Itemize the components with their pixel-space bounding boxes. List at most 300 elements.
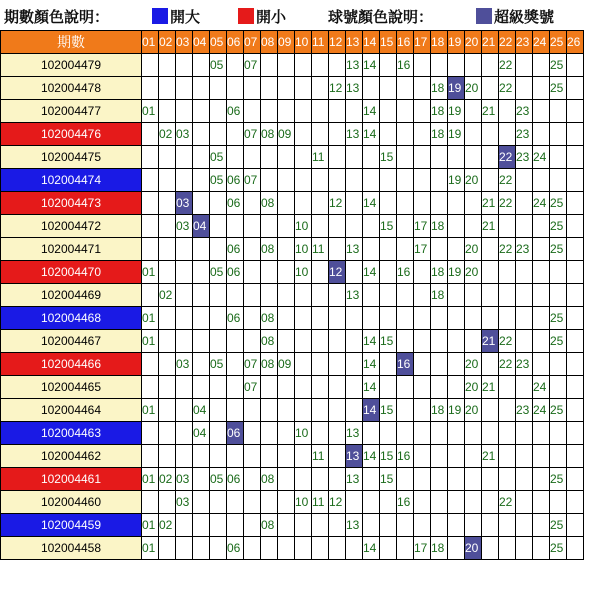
drawn-number-cell: 09 [278,353,295,376]
empty-cell [414,100,431,123]
number-column-header: 05 [210,31,227,54]
empty-cell [312,100,329,123]
drawn-number-cell: 22 [499,77,516,100]
empty-cell [516,54,533,77]
empty-cell [482,537,499,560]
empty-cell [312,537,329,560]
empty-cell [431,238,448,261]
empty-cell [329,422,346,445]
empty-cell [482,261,499,284]
empty-cell [295,330,312,353]
empty-cell [363,422,380,445]
drawn-number-cell: 18 [431,77,448,100]
empty-cell [482,54,499,77]
drawn-number-cell: 14 [363,100,380,123]
drawn-number-cell: 24 [533,399,550,422]
empty-cell [380,123,397,146]
empty-cell [329,353,346,376]
special-number-cell: 04 [193,215,210,238]
drawn-number-cell: 22 [499,353,516,376]
empty-cell [295,146,312,169]
table-row [1,123,584,146]
empty-cell [176,399,193,422]
empty-cell [431,376,448,399]
drawn-number-cell: 08 [261,353,278,376]
empty-cell [414,422,431,445]
empty-cell [227,353,244,376]
period-cell: 102004462 [1,445,142,468]
empty-cell [397,284,414,307]
empty-cell [295,54,312,77]
empty-cell [261,77,278,100]
number-column-header: 26 [567,31,584,54]
empty-cell [465,330,482,353]
period-cell: 102004479 [1,54,142,77]
empty-cell [193,261,210,284]
empty-cell [312,353,329,376]
empty-cell [176,169,193,192]
draw-history-grid [0,30,600,598]
empty-cell [533,261,550,284]
draw-history-table [0,30,584,560]
empty-cell [346,537,363,560]
empty-cell [431,514,448,537]
drawn-number-cell: 17 [414,215,431,238]
period-cell: 102004458 [1,537,142,560]
empty-cell [380,54,397,77]
empty-cell [278,491,295,514]
empty-cell [550,123,567,146]
drawn-number-cell: 11 [312,491,329,514]
empty-cell [227,284,244,307]
empty-cell [397,330,414,353]
empty-cell [312,514,329,537]
period-cell: 102004472 [1,215,142,238]
table-row [1,169,584,192]
empty-cell [210,399,227,422]
empty-cell [159,376,176,399]
empty-cell [346,261,363,284]
empty-cell [210,491,227,514]
empty-cell [329,468,346,491]
empty-cell [295,514,312,537]
empty-cell [465,422,482,445]
empty-cell [312,399,329,422]
empty-cell [414,54,431,77]
empty-cell [278,468,295,491]
empty-cell [142,146,159,169]
empty-cell [261,491,278,514]
empty-cell [465,284,482,307]
drawn-number-cell: 21 [482,100,499,123]
empty-cell [210,77,227,100]
drawn-number-cell: 20 [465,238,482,261]
empty-cell [261,100,278,123]
empty-cell [295,468,312,491]
empty-cell [210,238,227,261]
empty-cell [448,468,465,491]
drawn-number-cell: 14 [363,261,380,284]
empty-cell [465,491,482,514]
drawn-number-cell: 13 [346,54,363,77]
empty-cell [295,399,312,422]
empty-cell [516,261,533,284]
empty-cell [448,422,465,445]
empty-cell [244,77,261,100]
empty-cell [567,215,584,238]
empty-cell [533,238,550,261]
drawn-number-cell: 25 [550,77,567,100]
special-number-cell: 21 [482,330,499,353]
drawn-number-cell: 14 [363,445,380,468]
empty-cell [278,238,295,261]
drawn-number-cell: 18 [431,261,448,284]
empty-cell [465,100,482,123]
drawn-number-cell: 02 [159,123,176,146]
drawn-number-cell: 13 [346,123,363,146]
empty-cell [261,537,278,560]
drawn-number-cell: 06 [227,261,244,284]
empty-cell [193,100,210,123]
drawn-number-cell: 18 [431,123,448,146]
empty-cell [499,284,516,307]
empty-cell [142,445,159,468]
empty-cell [380,261,397,284]
drawn-number-cell: 15 [380,445,397,468]
empty-cell [312,284,329,307]
color-legend [0,0,600,30]
drawn-number-cell: 11 [312,445,329,468]
big-legend-label: 開大 [170,8,201,26]
empty-cell [312,77,329,100]
empty-cell [465,123,482,146]
small-legend-label: 開小 [256,8,287,26]
drawn-number-cell: 20 [465,376,482,399]
empty-cell [159,261,176,284]
empty-cell [380,169,397,192]
empty-cell [210,537,227,560]
empty-cell [176,537,193,560]
drawn-number-cell: 04 [193,399,210,422]
empty-cell [397,399,414,422]
empty-cell [346,491,363,514]
table-row [1,307,584,330]
period-cell: 102004476 [1,123,142,146]
empty-cell [193,353,210,376]
period-cell: 102004461 [1,468,142,491]
empty-cell [380,307,397,330]
empty-cell [533,123,550,146]
empty-cell [414,399,431,422]
empty-cell [159,491,176,514]
empty-cell [142,215,159,238]
empty-cell [465,54,482,77]
empty-cell [533,215,550,238]
empty-cell [278,192,295,215]
special-number-cell: 12 [329,261,346,284]
empty-cell [346,330,363,353]
empty-cell [448,284,465,307]
empty-cell [499,307,516,330]
drawn-number-cell: 11 [312,146,329,169]
empty-cell [414,261,431,284]
empty-cell [550,422,567,445]
drawn-number-cell: 02 [159,468,176,491]
drawn-number-cell: 03 [176,468,193,491]
empty-cell [142,169,159,192]
empty-cell [329,514,346,537]
table-row [1,468,584,491]
empty-cell [142,353,159,376]
period-cell: 102004460 [1,491,142,514]
drawn-number-cell: 25 [550,215,567,238]
empty-cell [414,192,431,215]
drawn-number-cell: 10 [295,238,312,261]
drawn-number-cell: 10 [295,261,312,284]
drawn-number-cell: 10 [295,491,312,514]
empty-cell [312,123,329,146]
drawn-number-cell: 15 [380,399,397,422]
empty-cell [193,238,210,261]
empty-cell [159,215,176,238]
drawn-number-cell: 25 [550,54,567,77]
empty-cell [550,445,567,468]
empty-cell [533,307,550,330]
empty-cell [159,422,176,445]
drawn-number-cell: 01 [142,468,159,491]
empty-cell [210,192,227,215]
drawn-number-cell: 08 [261,238,278,261]
empty-cell [499,123,516,146]
empty-cell [176,238,193,261]
drawn-number-cell: 07 [244,54,261,77]
empty-cell [278,307,295,330]
empty-cell [499,376,516,399]
empty-cell [448,146,465,169]
empty-cell [465,192,482,215]
empty-cell [312,261,329,284]
empty-cell [448,54,465,77]
empty-cell [482,491,499,514]
empty-cell [295,376,312,399]
empty-cell [431,422,448,445]
number-column-header: 01 [142,31,159,54]
special-number-cell: 16 [397,353,414,376]
table-row [1,537,584,560]
drawn-number-cell: 05 [210,169,227,192]
empty-cell [363,215,380,238]
empty-cell [380,284,397,307]
empty-cell [346,146,363,169]
drawn-number-cell: 08 [261,514,278,537]
empty-cell [363,284,380,307]
empty-cell [533,330,550,353]
empty-cell [329,238,346,261]
empty-cell [448,491,465,514]
empty-cell [210,284,227,307]
empty-cell [516,215,533,238]
empty-cell [159,353,176,376]
table-row [1,215,584,238]
empty-cell [397,146,414,169]
empty-cell [397,376,414,399]
empty-cell [431,353,448,376]
drawn-number-cell: 07 [244,376,261,399]
empty-cell [567,261,584,284]
empty-cell [329,537,346,560]
empty-cell [193,77,210,100]
drawn-number-cell: 23 [516,100,533,123]
drawn-number-cell: 08 [261,123,278,146]
table-row [1,54,584,77]
drawn-number-cell: 20 [465,261,482,284]
empty-cell [210,330,227,353]
number-column-header: 17 [414,31,431,54]
empty-cell [193,491,210,514]
drawn-number-cell: 25 [550,399,567,422]
empty-cell [448,376,465,399]
drawn-number-cell: 07 [244,169,261,192]
drawn-number-cell: 18 [431,399,448,422]
empty-cell [295,77,312,100]
empty-cell [363,514,380,537]
ball-color-legend-label: 球號顏色說明： [328,8,434,26]
period-cell: 102004478 [1,77,142,100]
empty-cell [397,169,414,192]
empty-cell [414,353,431,376]
empty-cell [533,54,550,77]
empty-cell [516,445,533,468]
period-cell: 102004466 [1,353,142,376]
empty-cell [397,537,414,560]
number-column-header: 13 [346,31,363,54]
empty-cell [312,192,329,215]
empty-cell [414,77,431,100]
drawn-number-cell: 20 [465,353,482,376]
empty-cell [142,284,159,307]
period-cell: 102004474 [1,169,142,192]
drawn-number-cell: 19 [448,399,465,422]
empty-cell [244,307,261,330]
drawn-number-cell: 15 [380,146,397,169]
drawn-number-cell: 18 [431,100,448,123]
drawn-number-cell: 17 [414,238,431,261]
period-cell: 102004463 [1,422,142,445]
special-number-cell: 20 [465,537,482,560]
empty-cell [567,284,584,307]
drawn-number-cell: 01 [142,307,159,330]
empty-cell [346,307,363,330]
table-row [1,261,584,284]
special-number-cell: 19 [448,77,465,100]
empty-cell [465,215,482,238]
empty-cell [278,169,295,192]
drawn-number-cell: 09 [278,123,295,146]
number-column-header: 12 [329,31,346,54]
empty-cell [363,491,380,514]
empty-cell [193,307,210,330]
number-column-header: 09 [278,31,295,54]
empty-cell [380,192,397,215]
empty-cell [550,376,567,399]
empty-cell [499,468,516,491]
empty-cell [414,468,431,491]
number-column-header: 20 [465,31,482,54]
special-number-cell: 22 [499,146,516,169]
drawn-number-cell: 21 [482,376,499,399]
empty-cell [227,514,244,537]
empty-cell [380,77,397,100]
empty-cell [465,307,482,330]
empty-cell [261,215,278,238]
empty-cell [397,192,414,215]
empty-cell [193,54,210,77]
drawn-number-cell: 06 [227,307,244,330]
drawn-number-cell: 20 [465,169,482,192]
empty-cell [295,192,312,215]
empty-cell [363,77,380,100]
empty-cell [210,307,227,330]
drawn-number-cell: 21 [482,215,499,238]
empty-cell [244,261,261,284]
special-number-cell: 14 [363,399,380,422]
table-row [1,238,584,261]
empty-cell [397,514,414,537]
empty-cell [448,353,465,376]
empty-cell [227,330,244,353]
number-column-header: 02 [159,31,176,54]
empty-cell [448,330,465,353]
empty-cell [159,238,176,261]
drawn-number-cell: 01 [142,537,159,560]
drawn-number-cell: 25 [550,238,567,261]
empty-cell [193,330,210,353]
empty-cell [550,284,567,307]
table-row [1,399,584,422]
empty-cell [193,169,210,192]
empty-cell [295,100,312,123]
empty-cell [244,445,261,468]
empty-cell [533,514,550,537]
empty-cell [499,261,516,284]
empty-cell [176,77,193,100]
empty-cell [465,468,482,491]
drawn-number-cell: 19 [448,169,465,192]
empty-cell [567,100,584,123]
number-column-header: 25 [550,31,567,54]
empty-cell [380,422,397,445]
empty-cell [431,146,448,169]
empty-cell [295,445,312,468]
drawn-number-cell: 19 [448,261,465,284]
drawn-number-cell: 08 [261,468,278,491]
empty-cell [533,445,550,468]
empty-cell [567,537,584,560]
empty-cell [414,307,431,330]
empty-cell [142,54,159,77]
empty-cell [516,307,533,330]
empty-cell [482,514,499,537]
table-row [1,330,584,353]
empty-cell [261,54,278,77]
drawn-number-cell: 14 [363,537,380,560]
empty-cell [550,146,567,169]
empty-cell [295,169,312,192]
empty-cell [499,537,516,560]
drawn-number-cell: 16 [397,261,414,284]
drawn-number-cell: 22 [499,238,516,261]
empty-cell [244,238,261,261]
